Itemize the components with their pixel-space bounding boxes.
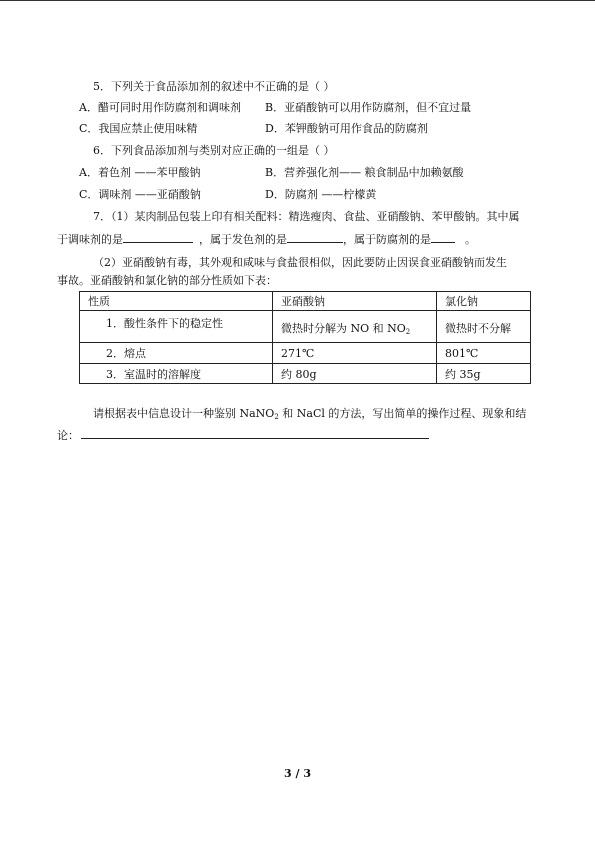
q7-prompt-seasoning: 于调味剂的是 — [57, 233, 123, 246]
table-cell-nano2 — [273, 311, 437, 343]
subscript-2: 2 — [405, 328, 411, 336]
table-header-nacl: 氯化钠 — [437, 292, 531, 311]
q6-stem: 6．下列食品添加剂与类别对应正确的一组是（ ） — [93, 144, 335, 157]
table-cell-property: 1．酸性条件下的稳定性 — [80, 311, 273, 343]
nano2-decomp-text: 微热时分解为 NO 和 NO — [281, 322, 406, 335]
q5-option-c: C．我国应禁止使用味精 — [79, 122, 198, 135]
q7-ask-post: 和 NaCl 的方法，写出简单的操作过程、现象和结 — [278, 407, 527, 420]
q7-prompt-preservative: ，属于防腐剂的是 — [343, 233, 431, 246]
q7-ask-line2 — [57, 428, 429, 443]
q6-option-d: D．防腐剂 ——柠檬黄 — [265, 188, 377, 201]
q5-option-d: D．苯钾酸钠可用作食品的防腐剂 — [265, 122, 428, 135]
table-cell-nacl: 801℃ — [437, 343, 531, 364]
q7-part2-line2: 事故。亚硝酸钠和氯化钠的部分性质如下表： — [57, 274, 277, 287]
q5-stem: 5．下列关于食品添加剂的叙述中不正确的是（ ） — [93, 80, 335, 93]
q6-option-b: B．营养强化剂—— 粮食制品中加赖氨酸 — [265, 166, 464, 179]
table-row — [80, 343, 531, 364]
answer-blank-method[interactable] — [81, 428, 429, 439]
answer-blank-color[interactable] — [287, 232, 343, 243]
q7-prompt-color: ，属于发色剂的是 — [199, 233, 287, 246]
table-header-row — [80, 292, 531, 311]
q7-ask-pre: 请根据表中信息设计一种鉴别 NaNO — [93, 407, 275, 420]
q7-ask-line1 — [93, 407, 526, 424]
table-cell-property: 2．熔点 — [80, 343, 273, 364]
q7-part2-line1: （2）亚硝酸钠有毒，其外观和咸味与食盐很相似，因此要防止因误食亚硝酸钠而发生 — [93, 256, 507, 269]
table-cell-nano2: 271℃ — [273, 343, 437, 364]
table-header-property: 性质 — [80, 292, 273, 311]
answer-blank-seasoning[interactable] — [123, 232, 193, 243]
table-row — [80, 311, 531, 343]
table-cell-nacl: 微热时不分解 — [437, 311, 531, 343]
subscript-2: 2 — [274, 413, 279, 421]
table-row — [80, 364, 531, 384]
table-header-nano2: 亚硝酸钠 — [273, 292, 437, 311]
q6-option-c: C．调味剂 ——亚硝酸钠 — [79, 188, 201, 201]
table-cell-nano2: 约 80g — [273, 364, 437, 384]
properties-table — [79, 291, 531, 384]
q5-option-a: A．醋可同时用作防腐剂和调味剂 — [79, 101, 241, 114]
table-cell-property: 3．室温时的溶解度 — [80, 364, 273, 384]
header-rule — [0, 0, 595, 1]
q5-option-b: B．亚硝酸钠可以用作防腐剂，但不宜过量 — [265, 101, 472, 114]
table-cell-nacl: 约 35g — [437, 364, 531, 384]
q6-option-a: A．着色剂 ——苯甲酸钠 — [79, 166, 201, 179]
q7-part1-line2 — [57, 232, 476, 247]
page-number: 3 / 3 — [284, 767, 311, 780]
q7-conclusion-label: 论： — [57, 429, 79, 442]
q7-end-mark: 。 — [465, 233, 476, 246]
answer-blank-preservative[interactable] — [431, 232, 455, 243]
q7-part1-line1: 7．（1）某肉制品包装上印有相关配料：精选瘦肉、食盐、亚硝酸钠、苯甲酸钠。其中属 — [93, 210, 520, 223]
